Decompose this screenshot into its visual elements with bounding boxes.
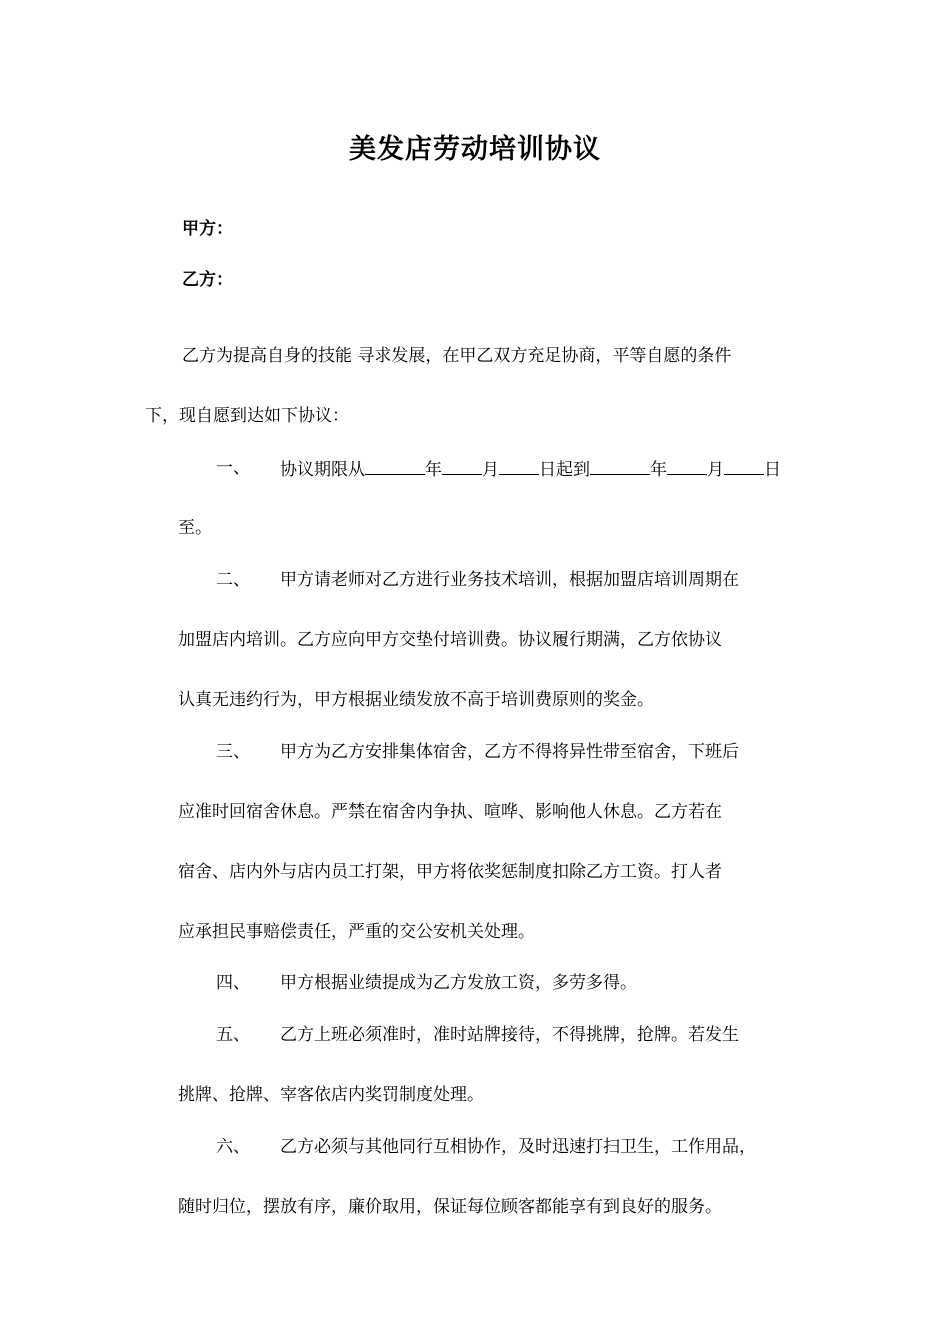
clause-3-line-4: 应承担民事赔偿责任，严重的交公安机关处理。 [178, 922, 535, 942]
intro-line-2: 下，现自愿到达如下协议： [145, 406, 349, 426]
intro-line-1: 乙方为提高自身的技能 寻求发展，在甲乙双方充足协商，平等自愿的条件 [182, 346, 732, 366]
clause-3-first-line: 甲方为乙方安排集体宿舍，乙方不得将异性带至宿舍，下班后 [280, 742, 739, 762]
start-month-blank[interactable] [442, 456, 482, 475]
clause-1-text-month: 月 [482, 460, 499, 480]
clause-4-first-line: 甲方根据业绩提成为乙方发放工资，多劳多得。 [280, 973, 637, 993]
clause-2-line-3: 认真无违约行为，甲方根据业绩发放不高于培训费原则的奖金。 [178, 690, 654, 710]
clause-5-number: 五、 [216, 1025, 250, 1045]
clause-3-line-2: 应准时回宿舍休息。严禁在宿舍内争执、喧哗、影响他人休息。乙方若在 [178, 802, 722, 822]
clause-1-text-month-2: 月 [707, 460, 724, 480]
end-year-blank[interactable] [590, 456, 650, 475]
clause-1-number: 一、 [216, 458, 250, 478]
clause-3-number: 三、 [216, 742, 250, 762]
clause-1-text-from: 协议期限从 [280, 460, 365, 480]
clause-2-line-2: 加盟店内培训。乙方应向甲方交垫付培训费。协议履行期满，乙方依协议 [178, 630, 722, 650]
clause-5-line-2: 挑牌、抢牌、宰客依店内奖罚制度处理。 [178, 1085, 484, 1105]
clause-1-text-year-2: 年 [650, 460, 667, 480]
end-month-blank[interactable] [667, 456, 707, 475]
clause-6-line-2: 随时归位，摆放有序，廉价取用，保证每位顾客都能享有到良好的服务。 [178, 1197, 722, 1217]
party-a-label: 甲方： [182, 219, 233, 239]
party-b-label: 乙方： [182, 270, 233, 290]
document-title: 美发店劳动培训协议 [349, 134, 601, 165]
clause-1-text-year: 年 [425, 460, 442, 480]
clause-1-text-until: 日起到 [539, 460, 590, 480]
end-day-blank[interactable] [724, 456, 764, 475]
start-year-blank[interactable] [365, 456, 425, 475]
clause-5-first-line: 乙方上班必须准时，准时站牌接待，不得挑牌，抢牌。若发生 [280, 1025, 739, 1045]
clause-1-text-day-2: 日 [764, 460, 781, 480]
clause-3-line-3: 宿舍、店内外与店内员工打架，甲方将依奖惩制度扣除乙方工资。打人者 [178, 862, 722, 882]
clause-4-number: 四、 [216, 973, 250, 993]
clause-1-term-line [280, 456, 781, 482]
clause-2-number: 二、 [216, 570, 250, 590]
clause-6-first-line: 乙方必须与其他同行互相协作，及时迅速打扫卫生，工作用品， [280, 1137, 756, 1157]
clause-1-continuation: 至。 [178, 518, 212, 538]
start-day-blank[interactable] [499, 456, 539, 475]
clause-2-first-line: 甲方请老师对乙方进行业务技术培训，根据加盟店培训周期在 [280, 570, 739, 590]
clause-6-number: 六、 [216, 1137, 250, 1157]
